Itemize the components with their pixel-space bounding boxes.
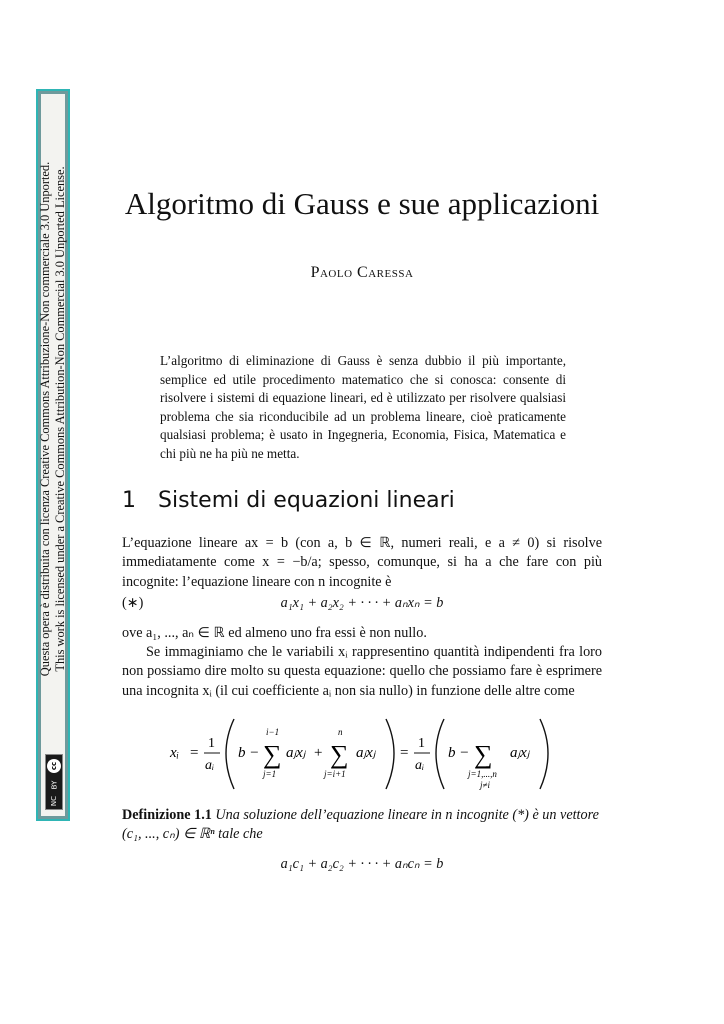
license-text [38, 99, 68, 739]
eq-frac2-den: aᵢ [415, 758, 425, 773]
eq-term-2: aⱼxⱼ [356, 745, 376, 761]
eq-paren-close-2 [540, 719, 548, 789]
eq-equals-2: = [400, 745, 409, 761]
equation-star [122, 595, 602, 617]
eq-term-1: aⱼxⱼ [286, 745, 306, 761]
eq-term-3: aⱼxⱼ [510, 745, 530, 761]
eq-frac1-den: aᵢ [205, 758, 215, 773]
eq-frac2-num: 1 [418, 736, 425, 751]
paragraph-coefficients: ove a₁, ..., aₙ ∈ ℝ ed almeno uno fra essi è non nullo. [122, 625, 427, 641]
license-sidebar-inner [38, 94, 67, 816]
cc-license-badge[interactable] [45, 754, 63, 810]
eq-sum1-bottom: j=1 [263, 769, 277, 779]
equation-solution-text: a₁c₁ + a₂c₂ + · · · + aₙcₙ = b [280, 856, 444, 872]
eq-sum2-sigma: ∑ [330, 740, 349, 769]
license-sidebar [36, 89, 70, 821]
paper-abstract: L’algoritmo di eliminazione di Gauss è senza dubbio il più importante, semplice ed utile procedimento matematico che si conosca: consente di risolvere i sistemi di equazione lineari, ed è utilizzato per risolvere qualsiasi problema che sia riconducibile ad un problema lineare, cioè praticamente qualsiasi problema; è usato in Ingegneria, Economia, Fisica, Matematica e chi più ne ha più ne metta. [160, 353, 566, 461]
definition-label: Definizione 1.1 [122, 807, 212, 823]
eq-equals-1: = [190, 745, 199, 761]
eq-sum3-bottom-2: j≠i [480, 780, 490, 790]
equation-solve-xi [168, 715, 558, 795]
eq-sum3-bottom-1: j=1,...,n [468, 769, 497, 779]
eq-sum2-bottom: j=i+1 [324, 769, 346, 779]
section-title: Sistemi di equazioni lineari [158, 488, 455, 513]
section-heading [122, 488, 602, 513]
eq-paren-close-1 [386, 719, 394, 789]
eq-lhs: xᵢ [170, 745, 180, 761]
eq-sum1-sigma: ∑ [263, 740, 282, 769]
definition-text: Una soluzione dell’equazione lineare in n incognite (*) è un vettore (c₁, ..., cₙ) ∈ ℝⁿ tale che [122, 807, 599, 843]
paper-author: Paolo Caressa [310, 264, 414, 281]
equation-tag: (∗) [122, 595, 144, 611]
cc-label: cc [50, 761, 58, 771]
paper-title: Algoritmo di Gauss e sue applicazioni [124, 186, 600, 221]
license-text-english: This work is licensed under a Creative Commons Attribution-Non Commercial 3.0 Unported License. [53, 166, 67, 672]
paragraph-variables: Se immaginiamo che le variabili xᵢ rappresentino quantità indipendenti fra loro non possiamo dire molto su questa equazione: quello che possiamo fare è esprimere una incognita xᵢ (il cui coefficiente aᵢ non sia nullo) in funzione delle altre come [122, 644, 602, 699]
definition-1-1 [122, 806, 602, 845]
eq-sum3-sigma: ∑ [474, 740, 493, 769]
by-label: BY [49, 780, 58, 790]
equation-linear: a₁x₁ + a₂x₂ + · · · + aₙxₙ = b [280, 595, 444, 611]
eq-sum2-top: n [338, 727, 343, 737]
eq-b-minus-2: b − [448, 745, 470, 761]
eq-b-minus-1: b − [238, 745, 260, 761]
cc-icon [47, 759, 61, 773]
eq-paren-open-1 [226, 719, 234, 789]
eq-sum1-top: i−1 [266, 727, 280, 737]
eq-frac1-num: 1 [208, 736, 215, 751]
equation-solution [122, 856, 602, 878]
paragraph-intro: L’equazione lineare ax = b (con a, b ∈ ℝ, numeri reali, e a ≠ 0) si risolve immediatamente come x = −b/a; spesso, comunque, si ha a che fare con più incognite: l’equazione lineare con n incognite è [122, 535, 602, 590]
eq-paren-open-2 [436, 719, 444, 789]
nc-label: NC [50, 795, 58, 807]
license-text-italian: Questa opera è distribuita con licenza Creative Commons Attribuzione-Non commerciale 3.0 Unported. [38, 161, 52, 677]
section-number: 1 [122, 488, 136, 513]
eq-plus: + [314, 745, 323, 761]
